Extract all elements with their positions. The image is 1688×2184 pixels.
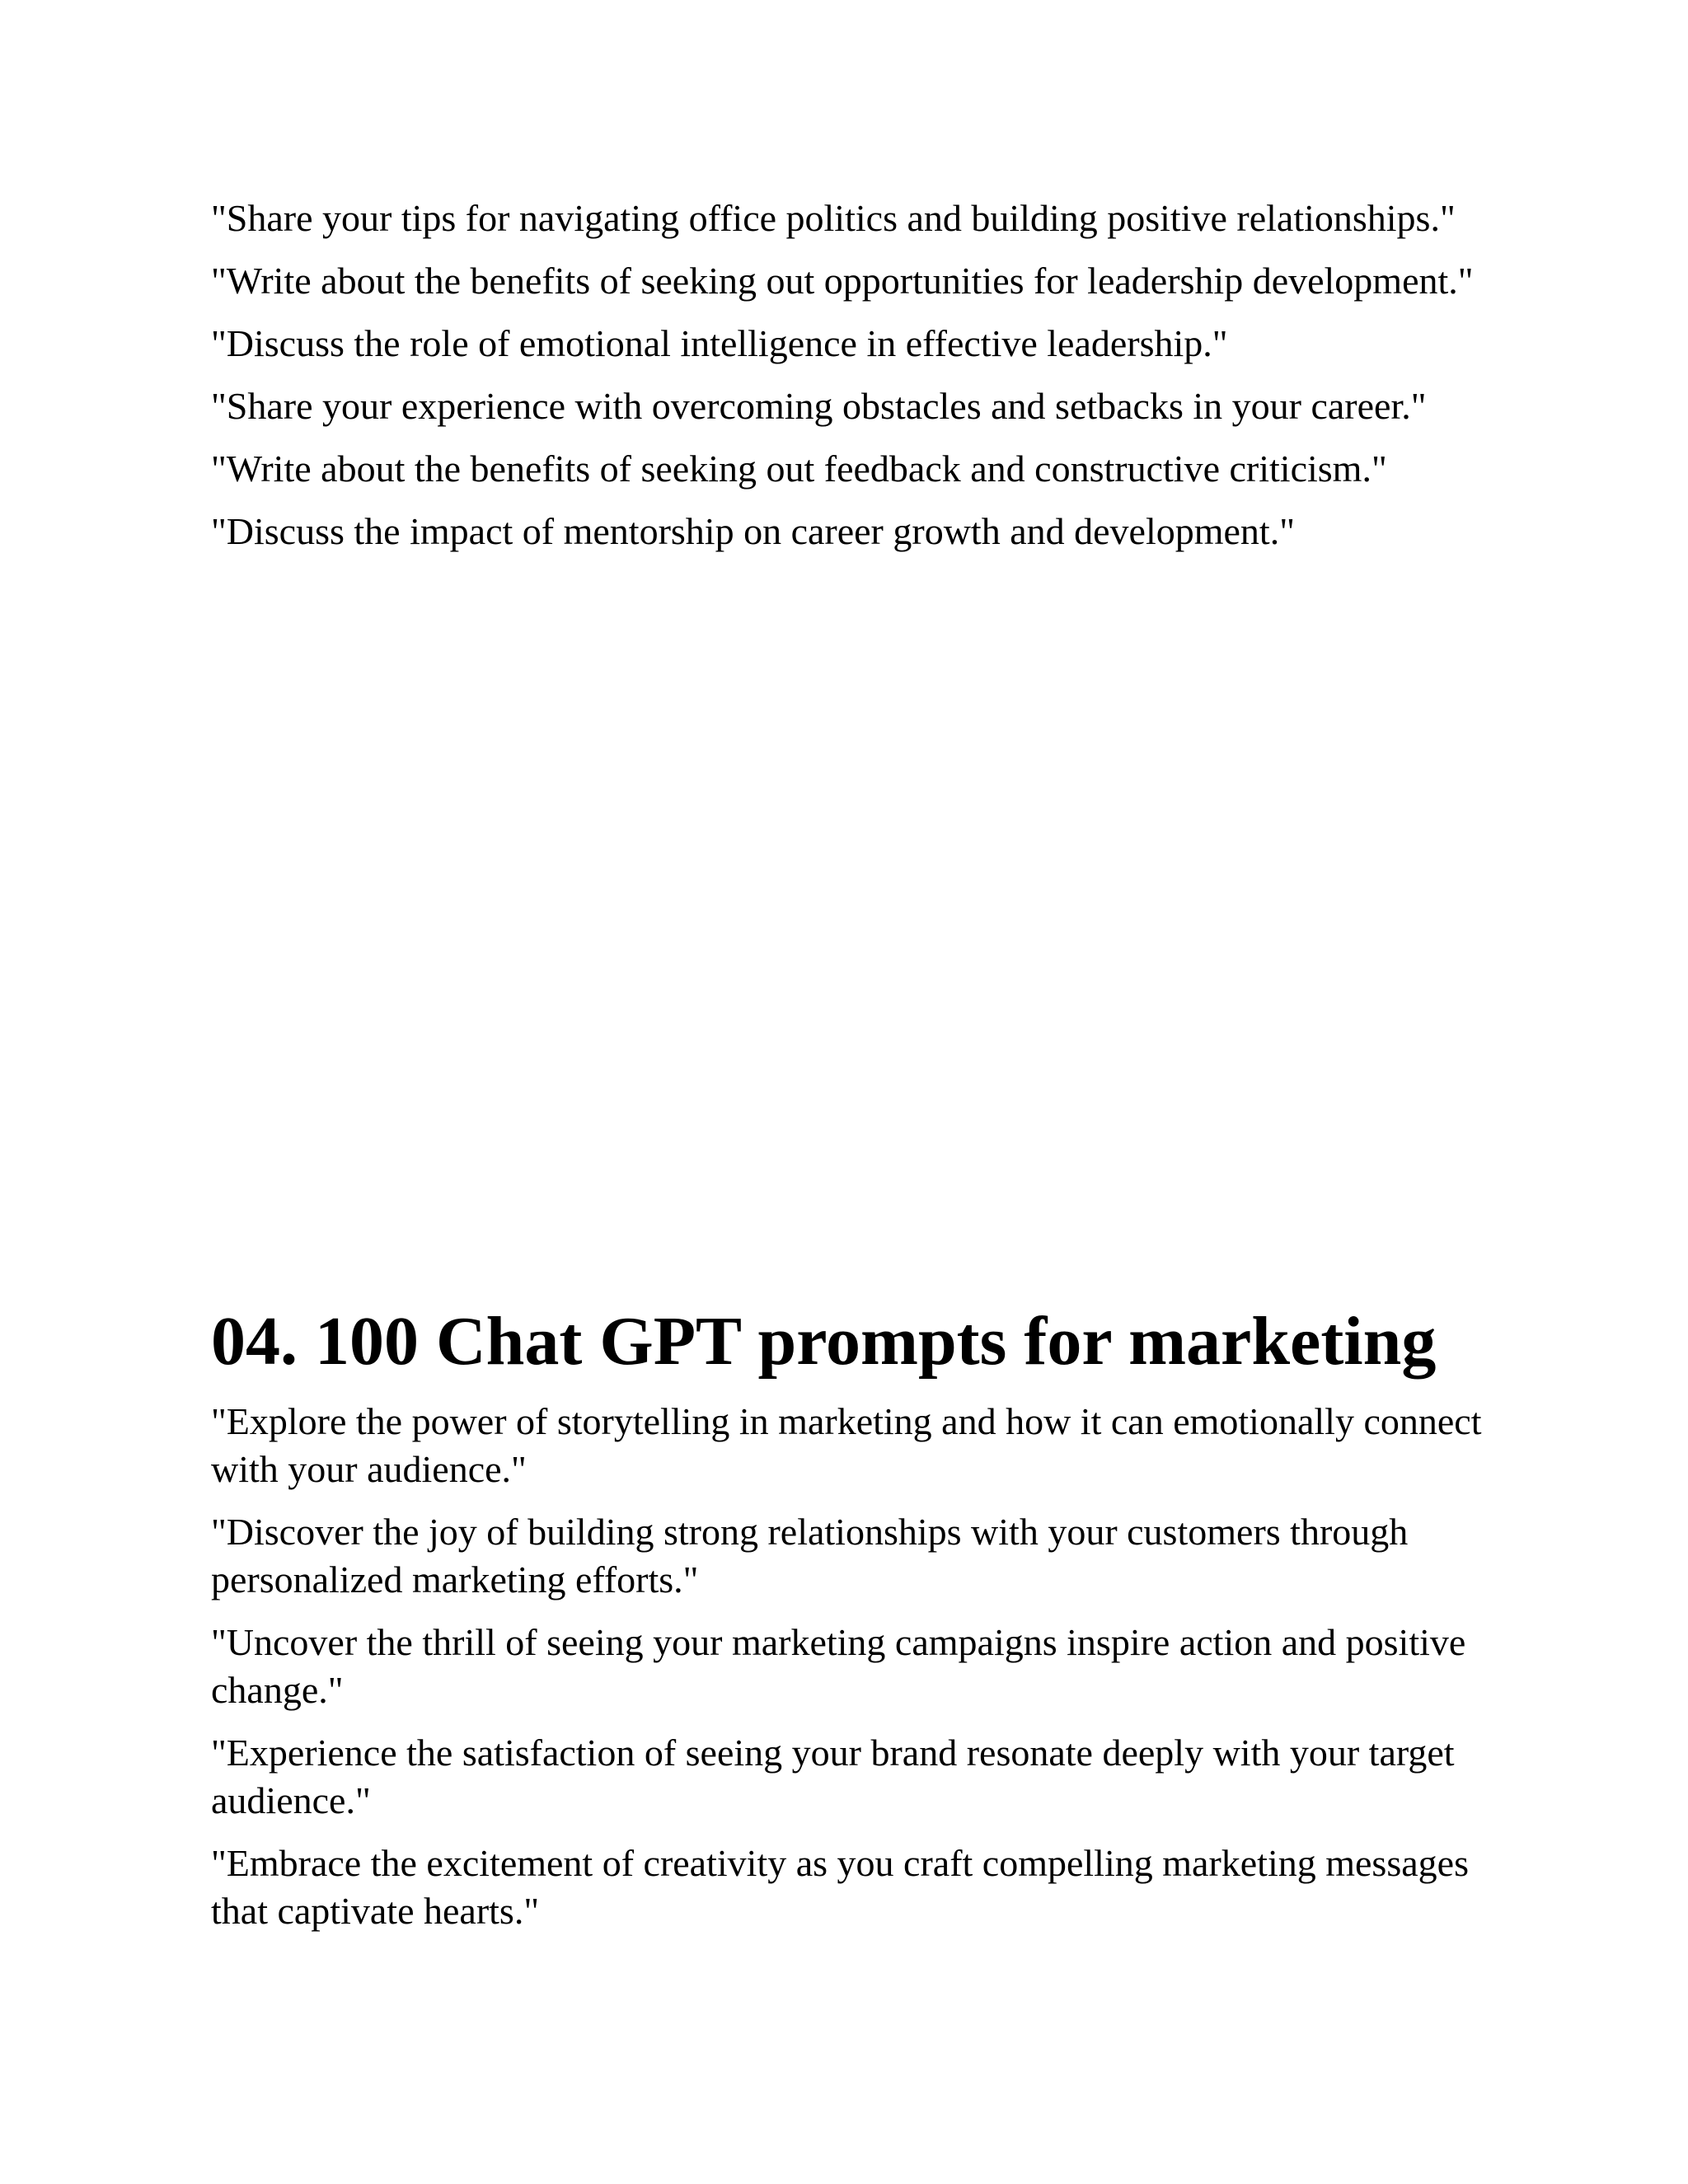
prompt-item: "Discuss the role of emotional intelligence in effective leadership." [211, 322, 1228, 364]
prompt-item: "Share your tips for navigating office politics and building positive relationships." [211, 197, 1456, 239]
prompt-list-previous-section [211, 194, 1497, 570]
prompt-item: "Write about the benefits of seeking out opportunities for leadership development." [211, 260, 1474, 302]
prompt-item: "Discuss the impact of mentorship on career growth and development." [211, 510, 1295, 552]
prompt-item: "Explore the power of storytelling in marketing and how it can emotionally connect with your audience." [211, 1400, 1482, 1490]
marketing-section [211, 1302, 1497, 1950]
prompt-item: "Experience the satisfaction of seeing your brand resonate deeply with your target audience." [211, 1732, 1455, 1821]
prompt-item: "Embrace the excitement of creativity as you craft compelling marketing messages that captivate hearts." [211, 1842, 1469, 1932]
prompt-item: "Discover the joy of building strong relationships with your customers through personalized marketing efforts." [211, 1511, 1409, 1601]
prompt-item: "Uncover the thrill of seeing your marketing campaigns inspire action and positive change." [211, 1621, 1466, 1711]
prompt-item: "Write about the benefits of seeking out feedback and constructive criticism." [211, 448, 1387, 490]
section-heading: 04. 100 Chat GPT prompts for marketing [211, 1303, 1437, 1380]
prompt-item: "Share your experience with overcoming obstacles and setbacks in your career." [211, 385, 1427, 427]
